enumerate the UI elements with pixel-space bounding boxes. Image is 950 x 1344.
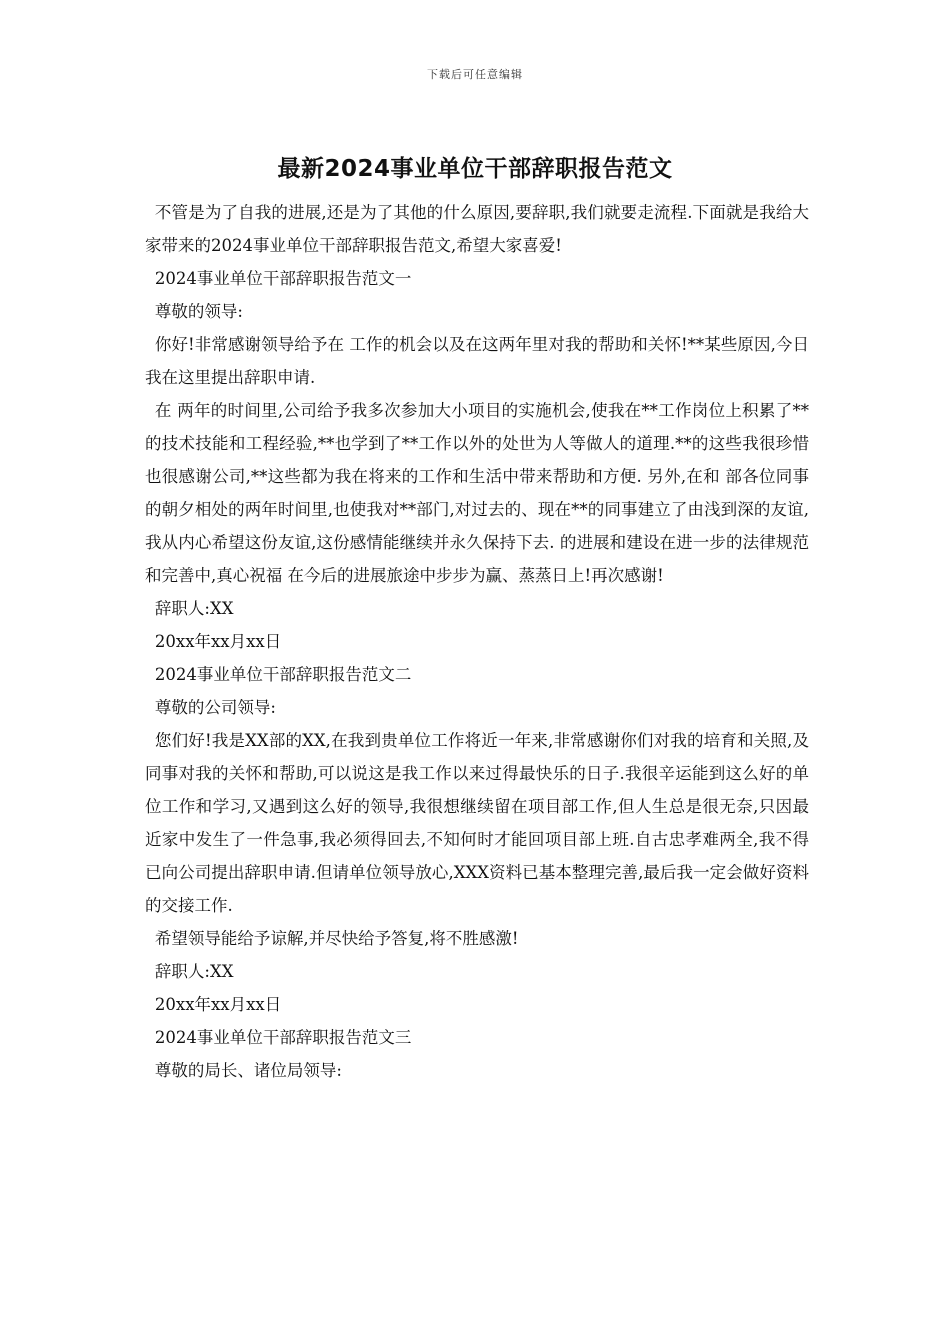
document-title: 最新2024事业单位干部辞职报告范文 [277,156,673,182]
date-line-1: 20xx年xx月xx日 [154,632,282,651]
salutation-1: 尊敬的领导: [154,302,243,321]
body-paragraph: 你好!非常感谢领导给予在 工作的机会以及在这两年里对我的帮助和关怀!**某些原因,今日我在这里提出辞职申请. [145,335,809,387]
body-paragraph: 您们好!我是XX部的XX,在我到贵单位工作将近一年来,非常感谢你们对我的培育和关照,及同事对我的关怀和帮助,可以说这是我工作以来过得最快乐的日子.我很辛运能到这么好的单位工作和学习,又遇到这么好的领导,我很想继续留在项目部工作,但人生总是很无奈,只因最近家中发生了一件急事,我必须得回去,不知何时才能回项目部上班.自古忠孝难两全,我不得已向公司提出辞职申请.但请单位领导放心,XXX资料已基本整理完善,最后我一定会做好资料的交接工作. [145,731,809,915]
section-heading-1: 2024事业单位干部辞职报告范文一 [154,269,412,288]
signature-line-1: 辞职人:XX [154,599,234,618]
body-paragraph: 在 两年的时间里,公司给予我多次参加大小项目的实施机会,使我在**工作岗位上积累了**的技术技能和工程经验,**也学到了**工作以外的处世为人等做人的道理.**的这些我很珍惜也很感谢公司,**这些都为我在将来的工作和生活中带来帮助和方便. 另外,在和 部各位同事的朝夕相处的两年时间里,也使我对**部门,对过去的、现在**的同事建立了由浅到深的友谊,我从内心希望这份友谊,这份感情能继续并永久保持下去. 的进展和建设在进一步的法律规范和完善中,真心祝福 在今后的进展旅途中步步为赢、蒸蒸日上!再次感谢! [145,401,809,585]
document-body [145,196,809,1087]
date-line-2: 20xx年xx月xx日 [154,995,282,1014]
page-header-note: 下载后可任意编辑 [427,68,523,81]
body-paragraph: 希望领导能给予谅解,并尽快给予答复,将不胜感激! [154,929,519,948]
section-heading-2: 2024事业单位干部辞职报告范文二 [154,665,412,684]
section-heading-3: 2024事业单位干部辞职报告范文三 [154,1028,412,1047]
intro-paragraph: 不管是为了自我的进展,还是为了其他的什么原因,要辞职,我们就要走流程.下面就是我给大家带来的2024事业单位干部辞职报告范文,希望大家喜爱! [145,203,809,255]
signature-line-2: 辞职人:XX [154,962,234,981]
salutation-3: 尊敬的局长、诸位局领导: [154,1061,342,1080]
salutation-2: 尊敬的公司领导: [154,698,276,717]
